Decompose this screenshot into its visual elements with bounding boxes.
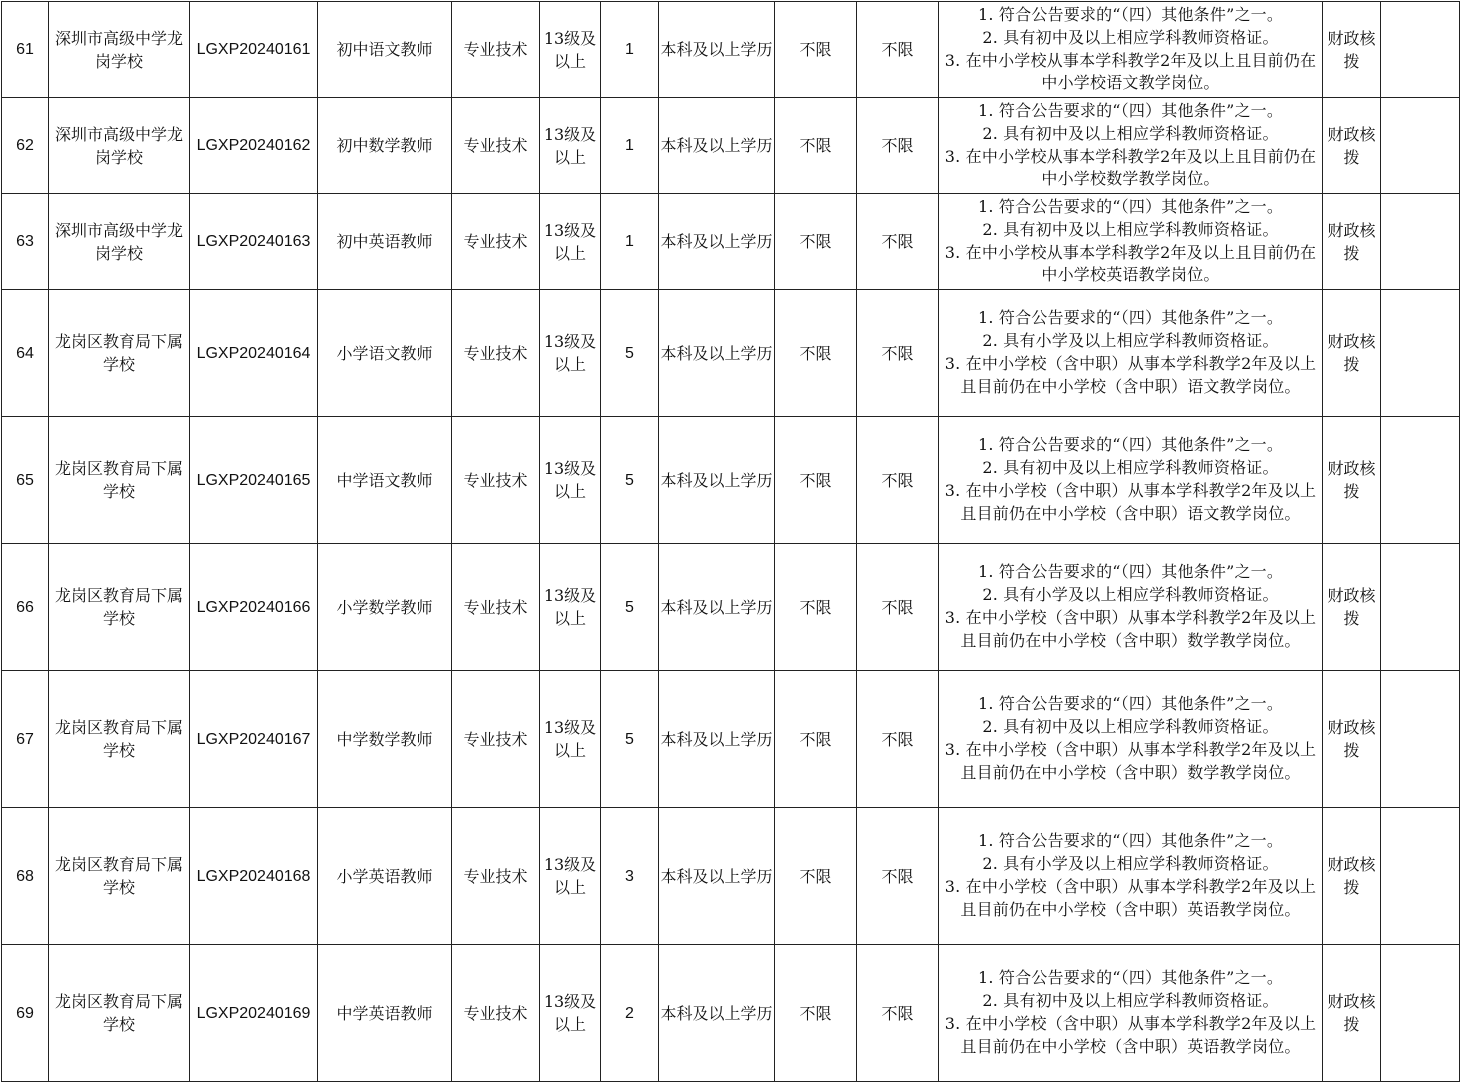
position-category-cell: 专业技术 <box>452 544 540 671</box>
major-cell: 不限 <box>857 671 939 808</box>
position-category-cell: 专业技术 <box>452 98 540 194</box>
major-cell: 不限 <box>857 808 939 945</box>
requirements-cell <box>939 2 1323 98</box>
requirements-cell <box>939 98 1323 194</box>
hiring-count-cell: 1 <box>601 98 659 194</box>
position-grade-cell: 13级及以上 <box>540 2 601 98</box>
employer-unit-cell: 龙岗区教育局下属学校 <box>49 808 190 945</box>
position-category-cell: 专业技术 <box>452 2 540 98</box>
requirement-line: 1. 符合公告要求的“（四）其他条件”之一。 <box>977 435 1284 455</box>
requirement-line: 2. 具有初中及以上相应学科教师资格证。 <box>982 123 1279 143</box>
employer-unit-cell: 龙岗区教育局下属学校 <box>49 945 190 1082</box>
table-row <box>2 417 1460 544</box>
degree-cell: 不限 <box>775 98 857 194</box>
requirement-line: 2. 具有小学及以上相应学科教师资格证。 <box>982 585 1279 605</box>
requirement-line: 3. 在中小学校（含中职）从事本学科教学2年及以上且目前仍在中小学校（含中职）语文教学岗位。 <box>944 354 1317 396</box>
requirement-line: 2. 具有初中及以上相应学科教师资格证。 <box>982 219 1279 239</box>
table-row <box>2 808 1460 945</box>
major-cell: 不限 <box>857 194 939 290</box>
table-row <box>2 945 1460 1082</box>
row-seq-cell: 63 <box>2 194 49 290</box>
position-name-cell: 初中数学教师 <box>318 98 452 194</box>
position-grade-cell: 13级及以上 <box>540 290 601 417</box>
requirement-line: 2. 具有小学及以上相应学科教师资格证。 <box>982 854 1279 874</box>
position-category-cell: 专业技术 <box>452 945 540 1082</box>
major-cell: 不限 <box>857 945 939 1082</box>
table-row <box>2 290 1460 417</box>
remark-cell <box>1381 417 1460 544</box>
education-cell: 本科及以上学历 <box>659 290 775 417</box>
requirement-line: 3. 在中小学校从事本学科教学2年及以上且目前仍在中小学校语文教学岗位。 <box>944 50 1317 93</box>
table-row <box>2 671 1460 808</box>
hiring-count-cell: 5 <box>601 671 659 808</box>
employer-unit-cell: 深圳市高级中学龙岗学校 <box>49 98 190 194</box>
remark-cell <box>1381 671 1460 808</box>
position-grade-cell: 13级及以上 <box>540 417 601 544</box>
row-seq-cell: 66 <box>2 544 49 671</box>
remark-cell <box>1381 808 1460 945</box>
requirement-line: 2. 具有初中及以上相应学科教师资格证。 <box>982 717 1279 737</box>
hiring-count-cell: 5 <box>601 544 659 671</box>
position-code-cell: LGXP20240167 <box>190 671 318 808</box>
degree-cell: 不限 <box>775 671 857 808</box>
employer-unit-cell: 龙岗区教育局下属学校 <box>49 544 190 671</box>
position-name-cell: 小学语文教师 <box>318 290 452 417</box>
funding-cell: 财政核拨 <box>1323 544 1381 671</box>
position-name-cell: 小学数学教师 <box>318 544 452 671</box>
position-category-cell: 专业技术 <box>452 194 540 290</box>
requirements-cell <box>939 808 1323 945</box>
requirement-line: 2. 具有初中及以上相应学科教师资格证。 <box>982 991 1279 1011</box>
row-seq-cell: 64 <box>2 290 49 417</box>
requirement-line: 1. 符合公告要求的“（四）其他条件”之一。 <box>977 4 1284 24</box>
major-cell: 不限 <box>857 290 939 417</box>
hiring-count-cell: 2 <box>601 945 659 1082</box>
degree-cell: 不限 <box>775 2 857 98</box>
position-grade-cell: 13级及以上 <box>540 544 601 671</box>
degree-cell: 不限 <box>775 194 857 290</box>
requirement-line: 3. 在中小学校（含中职）从事本学科教学2年及以上且目前仍在中小学校（含中职）数学教学岗位。 <box>944 740 1317 782</box>
requirement-line: 3. 在中小学校（含中职）从事本学科教学2年及以上且目前仍在中小学校（含中职）语文教学岗位。 <box>944 481 1317 523</box>
position-name-cell: 初中语文教师 <box>318 2 452 98</box>
hiring-count-cell: 5 <box>601 290 659 417</box>
requirements-cell <box>939 290 1323 417</box>
row-seq-cell: 61 <box>2 2 49 98</box>
requirement-line: 1. 符合公告要求的“（四）其他条件”之一。 <box>977 968 1284 988</box>
table-row <box>2 544 1460 671</box>
position-code-cell: LGXP20240166 <box>190 544 318 671</box>
funding-cell: 财政核拨 <box>1323 671 1381 808</box>
funding-cell: 财政核拨 <box>1323 2 1381 98</box>
requirements-cell <box>939 194 1323 290</box>
remark-cell <box>1381 194 1460 290</box>
funding-cell: 财政核拨 <box>1323 945 1381 1082</box>
position-name-cell: 小学英语教师 <box>318 808 452 945</box>
position-name-cell: 中学语文教师 <box>318 417 452 544</box>
education-cell: 本科及以上学历 <box>659 417 775 544</box>
employer-unit-cell: 龙岗区教育局下属学校 <box>49 671 190 808</box>
major-cell: 不限 <box>857 417 939 544</box>
row-seq-cell: 68 <box>2 808 49 945</box>
position-code-cell: LGXP20240162 <box>190 98 318 194</box>
requirement-line: 3. 在中小学校（含中职）从事本学科教学2年及以上且目前仍在中小学校（含中职）英语教学岗位。 <box>944 1014 1317 1056</box>
position-category-cell: 专业技术 <box>452 808 540 945</box>
education-cell: 本科及以上学历 <box>659 194 775 290</box>
hiring-count-cell: 3 <box>601 808 659 945</box>
funding-cell: 财政核拨 <box>1323 290 1381 417</box>
requirement-line: 3. 在中小学校从事本学科教学2年及以上且目前仍在中小学校数学教学岗位。 <box>944 146 1317 189</box>
requirement-line: 1. 符合公告要求的“（四）其他条件”之一。 <box>977 562 1284 582</box>
requirement-line: 1. 符合公告要求的“（四）其他条件”之一。 <box>977 308 1284 328</box>
row-seq-cell: 69 <box>2 945 49 1082</box>
funding-cell: 财政核拨 <box>1323 417 1381 544</box>
education-cell: 本科及以上学历 <box>659 2 775 98</box>
funding-cell: 财政核拨 <box>1323 808 1381 945</box>
education-cell: 本科及以上学历 <box>659 808 775 945</box>
requirement-line: 1. 符合公告要求的“（四）其他条件”之一。 <box>977 694 1284 714</box>
position-code-cell: LGXP20240163 <box>190 194 318 290</box>
position-grade-cell: 13级及以上 <box>540 194 601 290</box>
position-code-cell: LGXP20240165 <box>190 417 318 544</box>
requirement-line: 1. 符合公告要求的“（四）其他条件”之一。 <box>977 196 1284 216</box>
table-row <box>2 98 1460 194</box>
position-category-cell: 专业技术 <box>452 417 540 544</box>
major-cell: 不限 <box>857 2 939 98</box>
position-grade-cell: 13级及以上 <box>540 671 601 808</box>
position-code-cell: LGXP20240164 <box>190 290 318 417</box>
remark-cell <box>1381 98 1460 194</box>
remark-cell <box>1381 290 1460 417</box>
requirement-line: 2. 具有初中及以上相应学科教师资格证。 <box>982 458 1279 478</box>
degree-cell: 不限 <box>775 417 857 544</box>
requirement-line: 3. 在中小学校（含中职）从事本学科教学2年及以上且目前仍在中小学校（含中职）英语教学岗位。 <box>944 877 1317 919</box>
employer-unit-cell: 龙岗区教育局下属学校 <box>49 417 190 544</box>
position-category-cell: 专业技术 <box>452 671 540 808</box>
education-cell: 本科及以上学历 <box>659 945 775 1082</box>
degree-cell: 不限 <box>775 290 857 417</box>
position-grade-cell: 13级及以上 <box>540 98 601 194</box>
requirements-cell <box>939 945 1323 1082</box>
hiring-count-cell: 1 <box>601 194 659 290</box>
position-name-cell: 中学英语教师 <box>318 945 452 1082</box>
table-row <box>2 2 1460 98</box>
row-seq-cell: 65 <box>2 417 49 544</box>
requirements-cell <box>939 544 1323 671</box>
table-row <box>2 194 1460 290</box>
position-code-cell: LGXP20240161 <box>190 2 318 98</box>
funding-cell: 财政核拨 <box>1323 98 1381 194</box>
position-grade-cell: 13级及以上 <box>540 945 601 1082</box>
position-code-cell: LGXP20240169 <box>190 945 318 1082</box>
requirement-line: 2. 具有初中及以上相应学科教师资格证。 <box>982 27 1279 47</box>
remark-cell <box>1381 945 1460 1082</box>
row-seq-cell: 67 <box>2 671 49 808</box>
degree-cell: 不限 <box>775 544 857 671</box>
education-cell: 本科及以上学历 <box>659 671 775 808</box>
education-cell: 本科及以上学历 <box>659 98 775 194</box>
recruitment-table <box>1 1 1460 1082</box>
requirement-line: 3. 在中小学校从事本学科教学2年及以上且目前仍在中小学校英语教学岗位。 <box>944 242 1317 285</box>
requirement-line: 2. 具有小学及以上相应学科教师资格证。 <box>982 331 1279 351</box>
row-seq-cell: 62 <box>2 98 49 194</box>
funding-cell: 财政核拨 <box>1323 194 1381 290</box>
requirements-cell <box>939 417 1323 544</box>
hiring-count-cell: 5 <box>601 417 659 544</box>
major-cell: 不限 <box>857 98 939 194</box>
employer-unit-cell: 龙岗区教育局下属学校 <box>49 290 190 417</box>
position-category-cell: 专业技术 <box>452 290 540 417</box>
position-name-cell: 初中英语教师 <box>318 194 452 290</box>
requirement-line: 1. 符合公告要求的“（四）其他条件”之一。 <box>977 100 1284 120</box>
degree-cell: 不限 <box>775 808 857 945</box>
requirement-line: 1. 符合公告要求的“（四）其他条件”之一。 <box>977 831 1284 851</box>
degree-cell: 不限 <box>775 945 857 1082</box>
hiring-count-cell: 1 <box>601 2 659 98</box>
requirement-line: 3. 在中小学校（含中职）从事本学科教学2年及以上且目前仍在中小学校（含中职）数学教学岗位。 <box>944 608 1317 650</box>
major-cell: 不限 <box>857 544 939 671</box>
employer-unit-cell: 深圳市高级中学龙岗学校 <box>49 2 190 98</box>
table-body <box>2 2 1460 1082</box>
employer-unit-cell: 深圳市高级中学龙岗学校 <box>49 194 190 290</box>
remark-cell <box>1381 544 1460 671</box>
position-name-cell: 中学数学教师 <box>318 671 452 808</box>
education-cell: 本科及以上学历 <box>659 544 775 671</box>
remark-cell <box>1381 2 1460 98</box>
requirements-cell <box>939 671 1323 808</box>
position-code-cell: LGXP20240168 <box>190 808 318 945</box>
position-grade-cell: 13级及以上 <box>540 808 601 945</box>
